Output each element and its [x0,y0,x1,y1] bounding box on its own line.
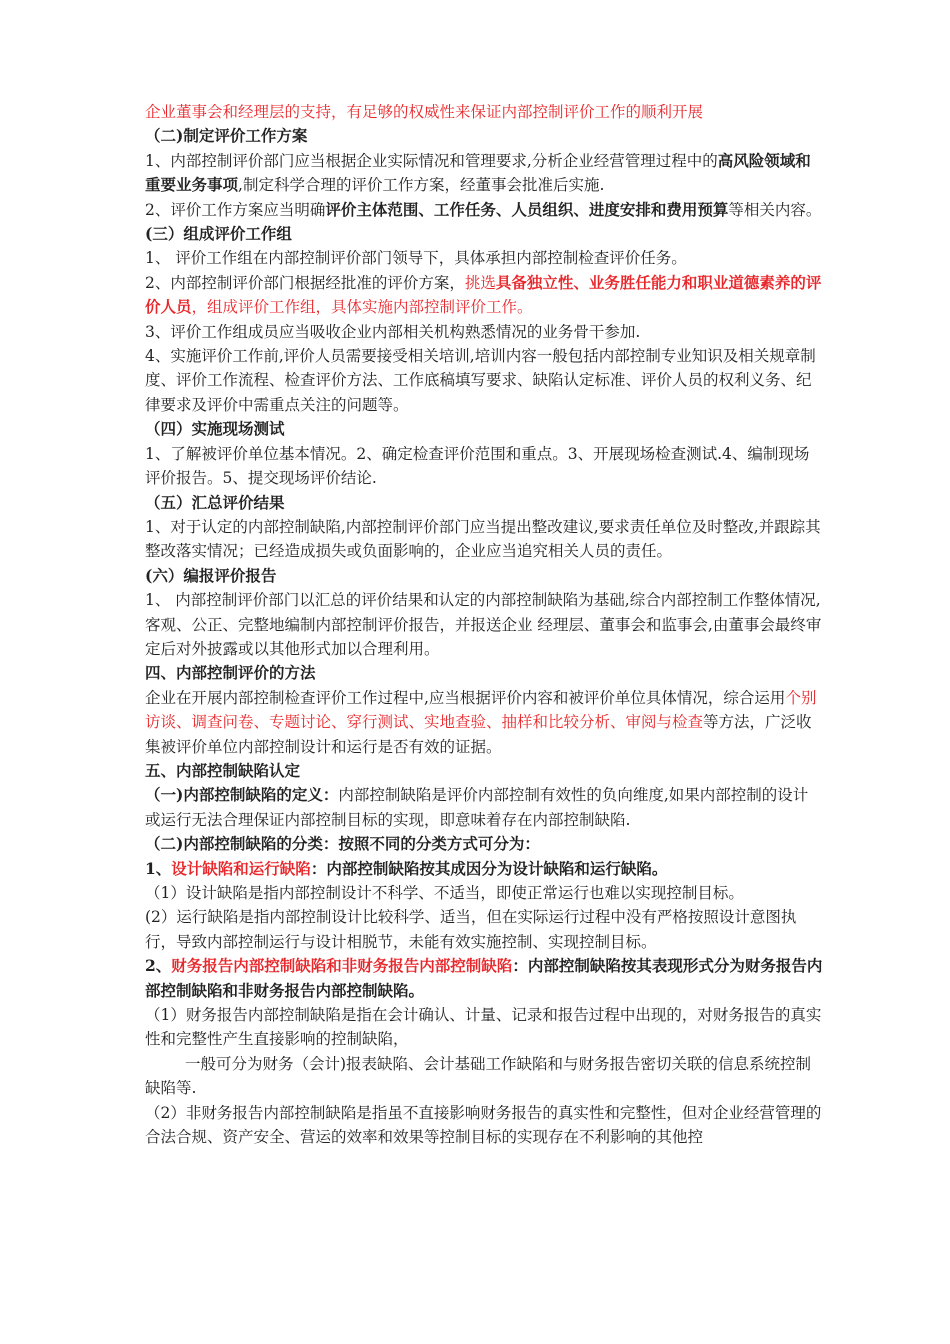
paragraph [145,1101,823,1150]
text-run: 挑选 [464,273,496,292]
paragraph [145,320,823,344]
text-run: 1、 评价工作组在内部控制评价部门领导下，具体承担内部控制检查评价任务。 [145,249,687,268]
text-run: 等方法，广泛收集被评价单位内部控制设计和运行是否有效的证据。 [145,713,812,756]
paragraph [145,1052,823,1101]
paragraph [145,124,823,148]
paragraph [145,686,823,759]
text-run: 2、内部控制评价部门根据经批准的评价方案， [145,273,465,292]
paragraph [145,198,823,222]
text-run: 4、实施评价工作前,评价人员需要接受相关培训,培训内容一般包括内部控制专业知识及相关规章制度、评价工作流程、检查评价方法、工作底稿填写要求、缺陷认定标准、评价人员的权利义务、纪律要求及评价中需重点关注的问题等。 [145,347,816,414]
text-run: 四、内部控制评价的方法 [145,663,316,683]
paragraph [145,271,823,320]
paragraph [145,661,823,685]
paragraph [145,100,823,124]
paragraph [145,222,823,246]
paragraph [145,344,823,417]
text-run: (六）编报评价报告 [145,565,277,585]
paragraph [145,857,823,881]
text-run: (三）组成评价工作组 [145,224,292,244]
paragraph [145,881,823,905]
paragraph [145,1003,823,1052]
text-run: （1）财务报告内部控制缺陷是指在会计确认、计量、记录和报告过程中出现的，对财务报告的真实性和完整性产生直接影响的控制缺陷， [145,1006,822,1049]
paragraph [145,515,823,564]
paragraph [145,491,823,515]
text-run: ：内部控制缺陷按其成因分为设计缺陷和运行缺陷。 [310,858,668,878]
paragraph [145,442,823,491]
text-run: （2）非财务报告内部控制缺陷是指虽不直接影响财务报告的真实性和完整性，但对企业经营管理的合法合规、资产安全、营运的效率和效果等控制目标的实现存在不利影响的其他控 [145,1103,822,1147]
paragraph [145,783,823,832]
text-run: 具备独立性、业务胜任能力和职业道德素养的评价人员 [145,272,822,317]
text-run: 财务报告内部控制缺陷和非财务报告内部控制缺陷 [171,956,513,976]
text-run: 内部控制缺陷是评价内部控制有效性的负向维度,如果内部控制的设计或运行无法合理保证内部控制目标的实现，即意味着存在内部控制缺陷. [145,786,809,829]
paragraph [145,832,823,856]
paragraph [145,417,823,441]
paragraph [145,759,823,783]
text-run: 1、 [145,858,172,878]
paragraph [145,564,823,588]
text-run: 等相关内容。 [728,200,822,219]
paragraph [145,246,823,270]
text-run: 2、评价工作方案应当明确 [145,200,326,219]
text-run: 1、对于认定的内部控制缺陷,内部控制评价部门应当提出整改建议,要求责任单位及时整改,并跟踪其整改落实情况；已经造成损失或负面影响的，企业应当追究相关人员的责任。 [145,517,821,561]
text-run: ,制定科学合理的评价工作方案，经董事会批准后实施. [238,176,605,195]
text-run: 一般可分为财务（会计)报表缺陷、会计基础工作缺陷和与财务报告密切关联的信息系统控制缺陷等. [145,1054,812,1098]
text-run: （二)内部控制缺陷的分类：按照不同的分类方式可分为： [145,834,540,854]
text-run: ：内部控制缺陷按其表现形式分为财务报告内部控制缺陷和非财务报告内部控制缺陷。 [145,956,823,1000]
text-run: 设计缺陷和运行缺陷 [171,858,311,878]
text-run: 2、 [145,956,172,976]
text-run: 高风险领域和重要业务事项 [145,150,811,195]
text-run: 评价主体范围、工作任务、人员组织、进度安排和费用预算 [325,199,729,219]
text-run: ，组成评价工作组，具体实施内部控制评价工作。 [191,298,533,317]
text-run: 企业董事会和经理层的支持，有足够的权威性来保证内部控制评价工作的顺利开展 [145,103,704,121]
text-run: 1、 内部控制评价部门以汇总的评价结果和认定的内部控制缺陷为基础,综合内部控制工作整体情况,客观、公正、完整地编制内部控制评价报告，并报送企业 经理层、董事会和监事会,由董事会最终审定后对外披露或以其他形式加以合理利用。 [145,591,822,658]
document-body [145,100,823,1149]
text-run: 个别访谈、调查问卷、专题讨论、穿行测试、实地查验、抽样和比较分析、审阅与检查 [145,688,817,732]
text-run: 五、内部控制缺陷认定 [145,760,301,780]
text-run: 企业在开展内部控制检查评价工作过程中,应当根据评价内容和被评价单位具体情况，综合运用 [145,688,786,707]
text-run: （二)制定评价工作方案 [145,126,308,146]
paragraph [145,954,823,1003]
paragraph [145,149,823,198]
text-run: （1）设计缺陷是指内部控制设计不科学、不适当，即使正常运行也难以实现控制目标。 [145,884,744,902]
text-run: (2）运行缺陷是指内部控制设计比较科学、适当，但在实际运行过程中没有严格按照设计意图执行，导致内部控制运行与设计相脱节，未能有效实施控制、实现控制目标。 [145,908,797,951]
text-run: 1、内部控制评价部门应当根据企业实际情况和管理要求,分析企业经营管理过程中的 [145,151,718,170]
paragraph [145,905,823,954]
text-run: 1、了解被评价单位基本情况。2、确定检查评价范围和重点。3、开展现场检查测试.4、编制现场评价报告。5、提交现场评价结论. [145,444,810,488]
paragraph [145,588,823,661]
text-run: （四）实施现场测试 [145,419,285,439]
text-run: （五）汇总评价结果 [145,492,285,512]
text-run: 3、评价工作组成员应当吸收企业内部相关机构熟悉情况的业务骨干参加. [145,322,641,341]
text-run: （一)内部控制缺陷的定义： [145,785,339,805]
